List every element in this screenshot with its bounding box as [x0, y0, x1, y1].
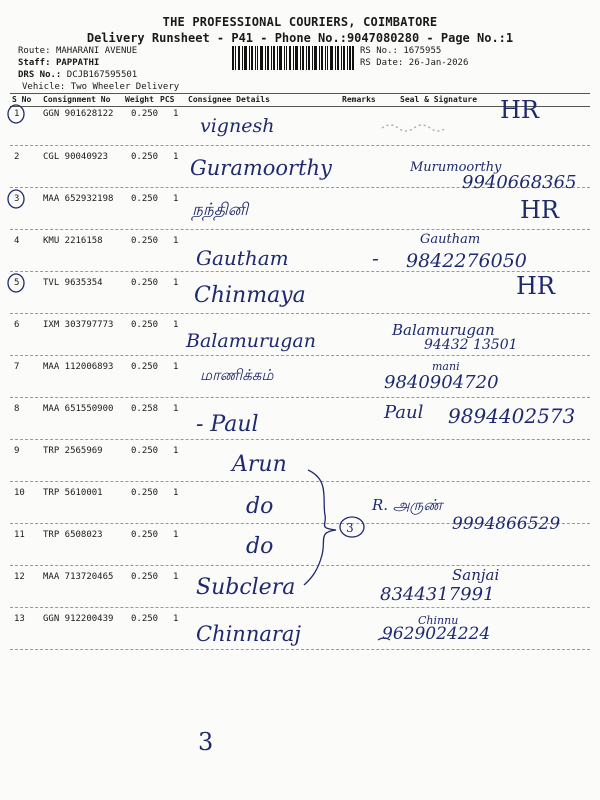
- consignee-handwritten: vignesh: [200, 115, 275, 137]
- row-pcs: 1: [173, 530, 179, 540]
- signature-handwritten: Gautham: [420, 232, 481, 247]
- signature-handwritten: mani: [432, 360, 460, 373]
- row-weight: 0.250: [131, 614, 159, 624]
- row-consignment: GGN 901628122: [43, 109, 114, 119]
- company-title: THE PROFESSIONAL COURIERS, COIMBATORE: [162, 15, 438, 29]
- rs-no-label: RS No.:: [360, 46, 398, 56]
- col-consignment: Consignment No: [43, 95, 111, 104]
- signature-handwritten: HR: [500, 96, 539, 124]
- rs-no-value: 1675955: [403, 46, 442, 56]
- drs-value: DCJB167595501: [66, 70, 138, 80]
- phone-handwritten: 9629024224: [382, 624, 491, 644]
- staff-value: PAPPATHI: [55, 58, 100, 68]
- row-consignment: GGN 912200439: [43, 614, 114, 624]
- route-label: Route:: [18, 46, 51, 56]
- row-consignment: MAA 652932198: [43, 194, 114, 204]
- row-consignment: IXM 303797773: [43, 320, 114, 330]
- row-sno: 9: [14, 446, 20, 456]
- remarks-handwritten: -: [372, 246, 379, 270]
- row-consignment: TRP 5610001: [43, 488, 103, 498]
- row-pcs: 1: [173, 109, 179, 119]
- consignee-handwritten: do: [246, 494, 274, 519]
- row-consignment: MAA 713720465: [43, 572, 114, 582]
- consignee-handwritten: மாணிக்கம்: [200, 366, 274, 384]
- row-weight: 0.258: [131, 404, 159, 414]
- route-value: MAHARANI AVENUE: [55, 46, 138, 56]
- row-weight: 0.250: [131, 572, 159, 582]
- staff-label: Staff:: [18, 58, 51, 68]
- row-sno: 13: [14, 614, 25, 624]
- row-weight: 0.250: [131, 320, 159, 330]
- row-sno: 11: [14, 530, 25, 540]
- consignee-handwritten: Balamurugan: [186, 330, 316, 352]
- phone-handwritten: 9842276050: [406, 250, 527, 272]
- row-consignment: TVL 9635354: [43, 278, 103, 288]
- signature-handwritten: Paul: [384, 402, 424, 423]
- row-pcs: 1: [173, 362, 179, 372]
- row-pcs: 1: [173, 320, 179, 330]
- row-consignment: TRP 6508023: [43, 530, 103, 540]
- phone-handwritten: 9840904720: [384, 372, 499, 393]
- consignee-handwritten: Subclera: [196, 575, 296, 600]
- phone-handwritten: 94432 13501: [424, 337, 518, 353]
- row-pcs: 1: [173, 446, 179, 456]
- row-weight: 0.250: [131, 488, 159, 498]
- row-pcs: 1: [173, 236, 179, 246]
- row-sno: 8: [14, 404, 20, 414]
- row-consignment: TRP 2565969: [43, 446, 103, 456]
- signature-handwritten: Balamurugan: [392, 321, 495, 339]
- bottom-handwritten-mark: 3: [198, 728, 214, 756]
- signature-handwritten: R. அருண்: [372, 496, 443, 514]
- signature-handwritten: Chinnu: [418, 614, 459, 627]
- row-weight: 0.250: [131, 152, 159, 162]
- vehicle-label: Vehicle:: [22, 82, 66, 92]
- row-sno: 3: [14, 194, 20, 204]
- col-consignee: Consignee Details: [188, 95, 270, 104]
- signature-handwritten: HR: [516, 272, 555, 300]
- row-sno: 10: [14, 488, 25, 498]
- row-weight: 0.250: [131, 278, 159, 288]
- row-sno: 4: [14, 236, 20, 246]
- col-pcs: PCS: [160, 95, 175, 104]
- row-pcs: 1: [173, 614, 179, 624]
- phone-handwritten: 9994866529: [452, 514, 561, 534]
- row-pcs: 1: [173, 194, 179, 204]
- vehicle-value: Two Wheeler Delivery: [70, 82, 180, 92]
- row-weight: 0.250: [131, 194, 159, 204]
- row-sno: 12: [14, 572, 25, 582]
- bracket-count: 3: [346, 521, 354, 535]
- row-consignment: MAA 651550900: [43, 404, 114, 414]
- signature-handwritten: Murumoorthy: [410, 160, 502, 175]
- col-sno: S No: [12, 95, 32, 104]
- row-weight: 0.250: [131, 530, 159, 540]
- row-pcs: 1: [173, 152, 179, 162]
- runsheet-subtitle: Delivery Runsheet - P41 - Phone No.:9047080280 - Page No.:1: [86, 31, 514, 45]
- consignee-handwritten: - Paul: [196, 412, 259, 437]
- consignee-handwritten: நந்தினி: [192, 200, 249, 220]
- consignee-handwritten: Guramoorthy: [190, 156, 332, 180]
- row-pcs: 1: [173, 278, 179, 288]
- col-seal-signature: Seal & Signature: [400, 95, 478, 104]
- signature-handwritten: Sanjai: [452, 566, 500, 584]
- col-remarks: Remarks: [342, 95, 376, 104]
- consignee-handwritten: Arun: [232, 452, 287, 477]
- row-sno: 7: [14, 362, 20, 372]
- row-consignment: KMU 2216158: [43, 236, 103, 246]
- phone-handwritten: 9894402573: [448, 404, 576, 428]
- consignee-handwritten: do: [246, 534, 274, 559]
- row-weight: 0.250: [131, 446, 159, 456]
- signature-handwritten: HR: [520, 196, 559, 224]
- phone-handwritten: 9940668365: [462, 172, 577, 193]
- row-weight: 0.250: [131, 236, 159, 246]
- row-consignment: CGL 90040923: [43, 152, 109, 162]
- row-weight: 0.250: [131, 362, 159, 372]
- row-sno: 2: [14, 152, 20, 162]
- phone-handwritten: 8344317991: [380, 584, 495, 605]
- row-pcs: 1: [173, 572, 179, 582]
- row-pcs: 1: [173, 488, 179, 498]
- col-weight: Weight: [125, 95, 154, 104]
- row-sno: 5: [14, 278, 20, 288]
- consignee-handwritten: Chinnaraj: [196, 622, 301, 646]
- consignee-handwritten: Chinmaya: [194, 283, 306, 308]
- drs-label: DRS No.:: [18, 70, 62, 80]
- row-sno: 6: [14, 320, 20, 330]
- row-sno: 1: [14, 109, 20, 119]
- row-weight: 0.250: [131, 109, 159, 119]
- row-pcs: 1: [173, 404, 179, 414]
- consignee-handwritten: Gautham: [196, 246, 289, 270]
- rs-date-value: 26-Jan-2026: [408, 58, 469, 68]
- rs-date-label: RS Date:: [360, 58, 404, 68]
- row-consignment: MAA 112006893: [43, 362, 114, 372]
